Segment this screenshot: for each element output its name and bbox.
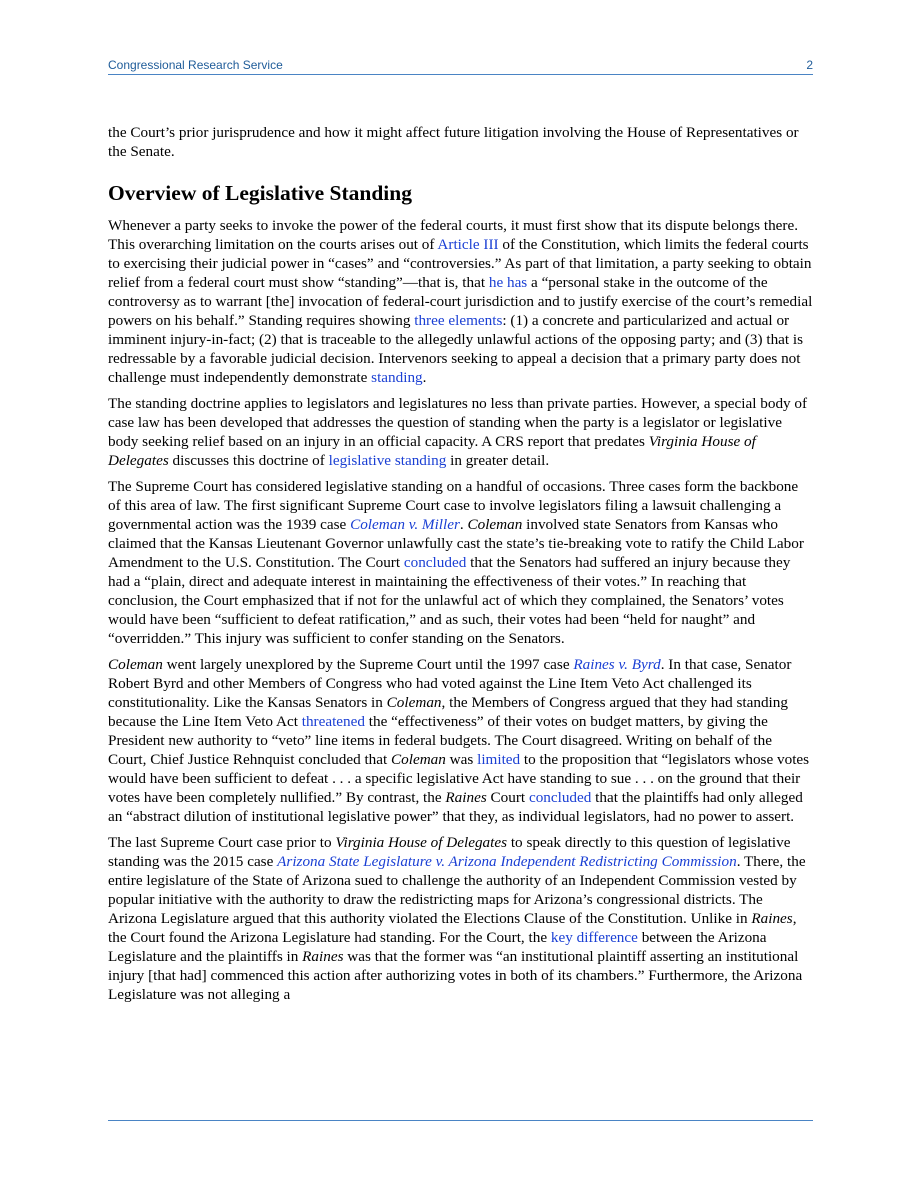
- link-arizona-state-legislature[interactable]: Arizona State Legislature v. Arizona Independent Redistricting Commission: [277, 853, 737, 870]
- link-coleman-v-miller[interactable]: Coleman v. Miller: [350, 516, 460, 533]
- footer-divider: [108, 1120, 813, 1121]
- header-org: Congressional Research Service: [108, 58, 283, 72]
- page-header: [108, 56, 813, 74]
- link-he-has[interactable]: he has: [488, 274, 528, 291]
- link-legislative-standing[interactable]: legislative standing: [328, 452, 447, 469]
- link-key-difference[interactable]: key difference: [550, 929, 638, 946]
- link-limited[interactable]: limited: [477, 751, 521, 768]
- link-raines-v-byrd[interactable]: Raines v. Byrd: [573, 656, 661, 673]
- link-concluded-raines[interactable]: concluded: [528, 789, 592, 806]
- link-threatened[interactable]: threatened: [301, 713, 365, 730]
- paragraph-arizona: The last Supreme Court case prior to Virginia House of Delegates to speak directly to this question of legislative standing was the 2015 case Arizona State Legislature v. Arizona Independent Redistricting Commission. There, the entire legislature of the State of Arizona sued to challenge the authority of an Independent Commission vested by popular initiative with the authority to draw the redistricting maps for Arizona’s congressional districts. The Arizona Legislature argued that this authority violated the Elections Clause of the Constitution. Unlike in Raines, the Court found the Arizona Legislature had standing. For the Court, the key difference between the Arizona Legislature and the plaintiffs in Raines was that the former was “an institutional plaintiff asserting an institutional injury [that had] commenced this action after authorizing votes in both of its chambers.” Furthermore, the Arizona Legislature was not alleging a: [108, 834, 806, 1003]
- paragraph-legislative-doctrine: The standing doctrine applies to legislators and legislatures no less than private parties. However, a special body of case law has been developed that addresses the question of standing when the party is a legislator or legislative body seeking relief based on an injury in an official capacity. A CRS report that predates Virginia House of Delegates discusses this doctrine of legislative standing in greater detail.: [108, 395, 808, 469]
- link-standing[interactable]: standing: [371, 369, 423, 386]
- section-heading: Overview of Legislative Standing: [108, 181, 412, 205]
- link-article-iii[interactable]: Article III: [437, 236, 499, 253]
- paragraph-raines: Coleman went largely unexplored by the Supreme Court until the 1997 case Raines v. Byrd. In that case, Senator Robert Byrd and other Members of Congress who had voted against the Line Item Veto Act challenged its constitutionality. Like the Kansas Senators in Coleman, the Members of Congress argued that they had standing because the Line Item Veto Act threatened the “effectiveness” of their votes on budget matters, by giving the President new authority to “veto” line items in federal budgets. The Court disagreed. Writing on behalf of the Court, Chief Justice Rehnquist concluded that Coleman was limited to the proposition that “legislators whose votes would have been sufficient to defeat . . . a specific legislative Act have standing to sue . . . on the ground that their votes have been completely nullified.” By contrast, the Raines Court concluded that the plaintiffs had only alleged an “abstract dilution of institutional legislative power” that they, as individual legislators, had no power to assert.: [108, 656, 810, 825]
- paragraph-coleman: The Supreme Court has considered legislative standing on a handful of occasions. Three cases form the backbone of this area of law. The first significant Supreme Court case to involve legislators filing a lawsuit challenging a governmental action was the 1939 case Coleman v. Miller. Coleman involved state Senators from Kansas who claimed that the Kansas Lieutenant Governor unlawfully cast the state’s tie-breaking vote to ratify the Child Labor Amendment to the U.S. Constitution. The Court concluded that the Senators had suffered an injury because they had a “plain, direct and adequate interest in maintaining the effectiveness of their votes.” In reaching that conclusion, the Court emphasized that if not for the unlawful act of which they complained, the Senators’ votes would have been “sufficient to defeat ratification,” and as such, their votes had been “held for naught” and “overridden.” This injury was sufficient to confer standing on the Senators.: [108, 478, 804, 647]
- link-three-elements[interactable]: three elements: [414, 312, 503, 329]
- paragraph-standing-overview: Whenever a party seeks to invoke the power of the federal courts, it must first show that its dispute belongs there. This overarching limitation on the courts arises out of Article III of the Constitution, which limits the federal courts to exercising their judicial power in “cases” and “controversies.” As part of that limitation, a party seeking to obtain relief from a federal court must show “standing”—that is, that he has a “personal stake in the outcome of the controversy as to warrant [the] invocation of federal-court jurisdiction and to justify exercise of the court’s remedial powers on his behalf.” Standing requires showing three elements: (1) a concrete and particularized and actual or imminent injury-in-fact; (2) that is traceable to the allegedly unlawful actions of the opposing party; and (3) that is redressable by a favorable judicial decision. Intervenors seeking to appeal a decision that a primary party does not challenge must independently demonstrate standing.: [108, 217, 813, 386]
- intro-paragraph: the Court’s prior jurisprudence and how it might affect future litigation involving the House of Representatives or the Senate.: [108, 124, 799, 160]
- link-concluded-coleman[interactable]: concluded: [403, 554, 467, 571]
- page-number: 2: [806, 58, 813, 72]
- document-body: [108, 123, 814, 1011]
- header-divider: [108, 74, 813, 75]
